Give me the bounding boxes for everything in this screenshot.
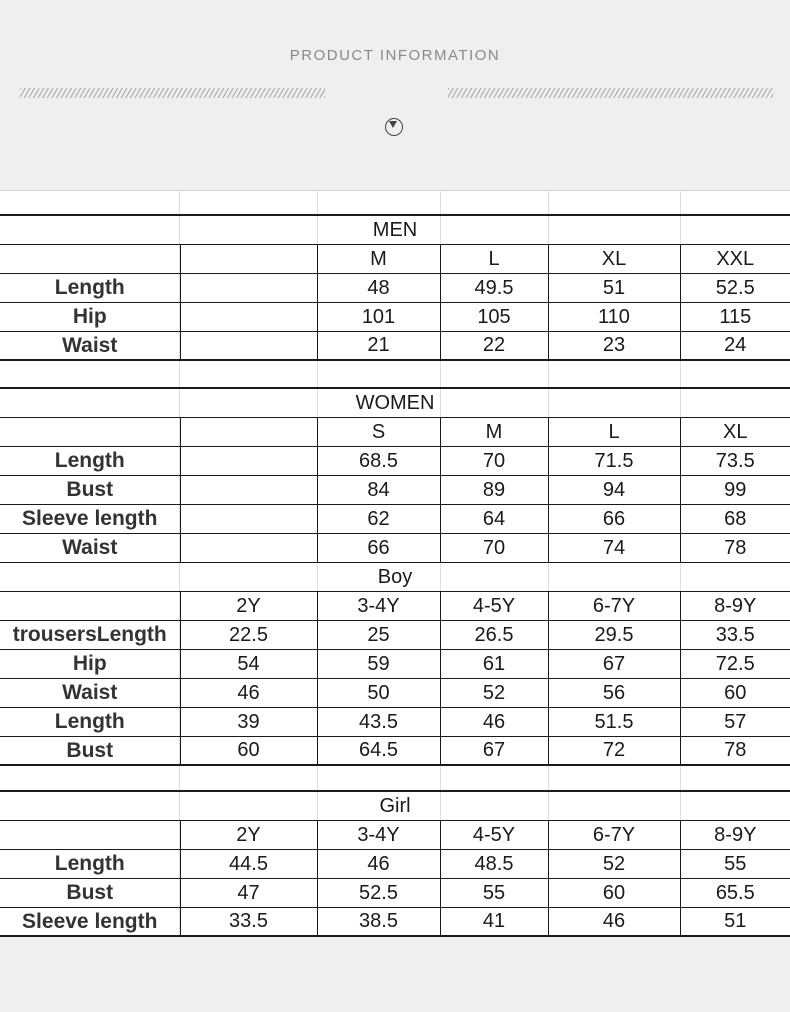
table-cell: 55 <box>680 849 790 878</box>
size-header: L <box>440 244 548 273</box>
table-row <box>0 302 790 331</box>
table-cell: 52.5 <box>680 273 790 302</box>
table-cell: 41 <box>440 907 548 936</box>
row-label: Hip <box>0 302 180 331</box>
row-label: Sleeve length <box>0 907 180 936</box>
table-cell: 22.5 <box>180 620 317 649</box>
table-cell <box>180 504 317 533</box>
size-header: 4-5Y <box>440 591 548 620</box>
table-cell: 51 <box>548 273 680 302</box>
table-row <box>0 620 790 649</box>
table-cell <box>180 446 317 475</box>
table-cell: 46 <box>440 707 548 736</box>
table-cell: 38.5 <box>317 907 440 936</box>
table-cell: 78 <box>680 736 790 765</box>
table-cell: 54 <box>180 649 317 678</box>
table-cell: 68.5 <box>317 446 440 475</box>
size-header: XL <box>680 417 790 446</box>
size-header: 6-7Y <box>548 820 680 849</box>
table-row <box>0 849 790 878</box>
size-header <box>180 417 317 446</box>
women-size-row <box>0 417 790 446</box>
table-cell: 70 <box>440 533 548 562</box>
row-label: Waist <box>0 678 180 707</box>
men-size-table <box>0 214 790 361</box>
table-cell: 29.5 <box>548 620 680 649</box>
table-cell: 67 <box>440 736 548 765</box>
page-header <box>0 0 790 190</box>
row-label: Bust <box>0 878 180 907</box>
table-cell: 64 <box>440 504 548 533</box>
row-label: Sleeve length <box>0 504 180 533</box>
table-cell: 33.5 <box>180 907 317 936</box>
table-cell: 66 <box>548 504 680 533</box>
table-cell: 60 <box>180 736 317 765</box>
table-cell: 24 <box>680 331 790 360</box>
table-cell: 22 <box>440 331 548 360</box>
row-label: Waist <box>0 331 180 360</box>
girl-title: Girl <box>0 791 790 820</box>
size-header: 3-4Y <box>317 591 440 620</box>
table-row <box>0 649 790 678</box>
size-header: 4-5Y <box>440 820 548 849</box>
table-cell: 89 <box>440 475 548 504</box>
table-cell <box>180 533 317 562</box>
size-header-blank <box>0 591 180 620</box>
header-title: PRODUCT INFORMATION <box>289 47 501 64</box>
table-cell: 52 <box>440 678 548 707</box>
row-label: Bust <box>0 736 180 765</box>
table-cell: 70 <box>440 446 548 475</box>
table-cell: 47 <box>180 878 317 907</box>
table-cell: 73.5 <box>680 446 790 475</box>
row-label: Hip <box>0 649 180 678</box>
table-cell: 26.5 <box>440 620 548 649</box>
table-cell <box>180 302 317 331</box>
table-cell: 33.5 <box>680 620 790 649</box>
row-label: Waist <box>0 533 180 562</box>
table-row <box>0 678 790 707</box>
size-header: S <box>317 417 440 446</box>
table-row <box>0 273 790 302</box>
table-cell: 64.5 <box>317 736 440 765</box>
table-cell: 66 <box>317 533 440 562</box>
table-cell: 44.5 <box>180 849 317 878</box>
boy-size-row <box>0 591 790 620</box>
table-cell: 21 <box>317 331 440 360</box>
table-cell: 46 <box>548 907 680 936</box>
table-cell: 48.5 <box>440 849 548 878</box>
size-header <box>180 244 317 273</box>
boy-title: Boy <box>0 562 790 591</box>
women-size-table <box>0 387 790 766</box>
table-cell: 57 <box>680 707 790 736</box>
girl-size-table <box>0 790 790 937</box>
table-row <box>0 446 790 475</box>
table-cell: 60 <box>680 678 790 707</box>
table-cell: 49.5 <box>440 273 548 302</box>
table-cell: 60 <box>548 878 680 907</box>
table-cell: 68 <box>680 504 790 533</box>
table-cell: 62 <box>317 504 440 533</box>
table-row <box>0 736 790 765</box>
size-header: 2Y <box>180 591 317 620</box>
table-cell <box>180 475 317 504</box>
table-cell: 46 <box>180 678 317 707</box>
size-header: 8-9Y <box>680 820 790 849</box>
table-cell: 23 <box>548 331 680 360</box>
table-cell: 84 <box>317 475 440 504</box>
table-cell <box>180 273 317 302</box>
row-label: Length <box>0 273 180 302</box>
decorative-divider-right <box>448 88 773 98</box>
size-header: 8-9Y <box>680 591 790 620</box>
row-label: Length <box>0 849 180 878</box>
table-cell: 59 <box>317 649 440 678</box>
table-cell: 78 <box>680 533 790 562</box>
size-header: 3-4Y <box>317 820 440 849</box>
table-row <box>0 504 790 533</box>
size-header: XXL <box>680 244 790 273</box>
table-cell: 48 <box>317 273 440 302</box>
table-cell: 99 <box>680 475 790 504</box>
table-cell: 50 <box>317 678 440 707</box>
size-header: M <box>440 417 548 446</box>
size-header: L <box>548 417 680 446</box>
table-cell: 61 <box>440 649 548 678</box>
table-cell: 72 <box>548 736 680 765</box>
row-label: Bust <box>0 475 180 504</box>
row-label: Length <box>0 707 180 736</box>
table-row <box>0 331 790 360</box>
girl-size-row <box>0 820 790 849</box>
table-cell: 52 <box>548 849 680 878</box>
table-cell: 115 <box>680 302 790 331</box>
table-row <box>0 707 790 736</box>
table-cell: 71.5 <box>548 446 680 475</box>
table-row <box>0 475 790 504</box>
table-cell: 101 <box>317 302 440 331</box>
size-header: 2Y <box>180 820 317 849</box>
table-cell: 25 <box>317 620 440 649</box>
men-title: MEN <box>0 215 790 244</box>
table-cell: 67 <box>548 649 680 678</box>
table-cell: 65.5 <box>680 878 790 907</box>
men-size-row <box>0 244 790 273</box>
table-row <box>0 878 790 907</box>
table-cell: 56 <box>548 678 680 707</box>
table-cell: 51 <box>680 907 790 936</box>
table-row <box>0 533 790 562</box>
women-title: WOMEN <box>0 388 790 417</box>
decorative-divider-left <box>20 88 325 98</box>
table-cell: 72.5 <box>680 649 790 678</box>
table-cell: 46 <box>317 849 440 878</box>
table-cell: 110 <box>548 302 680 331</box>
table-cell: 39 <box>180 707 317 736</box>
row-label: Length <box>0 446 180 475</box>
table-cell: 52.5 <box>317 878 440 907</box>
size-header: M <box>317 244 440 273</box>
size-chart-sheet <box>0 190 790 936</box>
table-cell: 51.5 <box>548 707 680 736</box>
size-header: 6-7Y <box>548 591 680 620</box>
table-cell: 43.5 <box>317 707 440 736</box>
size-header-blank <box>0 244 180 273</box>
table-cell: 74 <box>548 533 680 562</box>
table-cell: 94 <box>548 475 680 504</box>
table-row <box>0 907 790 936</box>
size-header-blank <box>0 820 180 849</box>
table-cell: 55 <box>440 878 548 907</box>
table-cell <box>180 331 317 360</box>
table-cell: 105 <box>440 302 548 331</box>
row-label: trousersLength <box>0 620 180 649</box>
chevron-down-circle-icon <box>385 118 403 136</box>
size-header-blank <box>0 417 180 446</box>
size-header: XL <box>548 244 680 273</box>
